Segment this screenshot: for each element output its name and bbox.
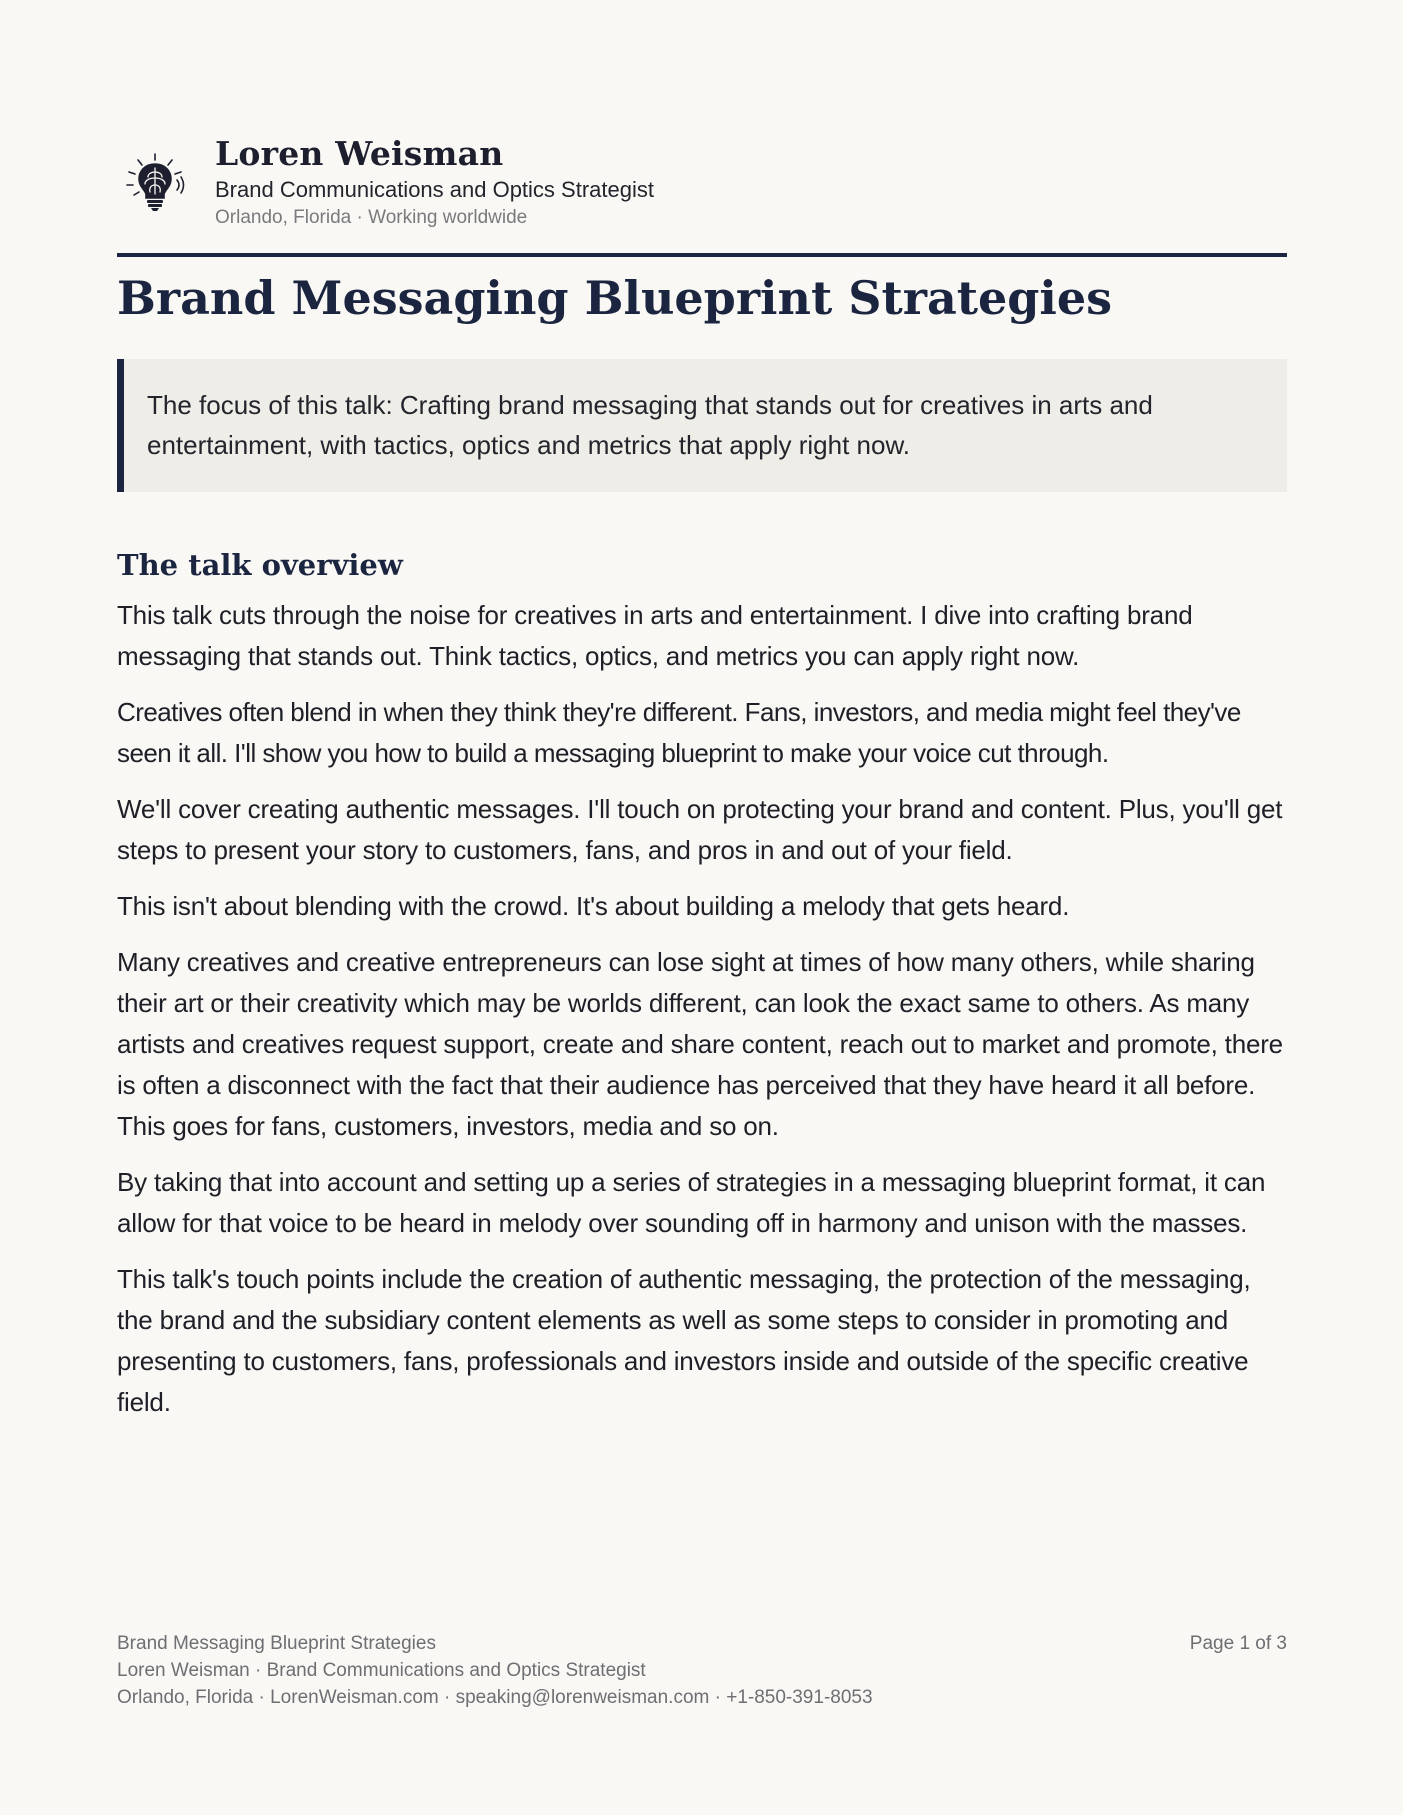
body-paragraph: Creatives often blend in when they think they're different. Fans, investors, and media might feel they've seen it all. I'll show you how to build a messaging blueprint to make your voice cut through.	[117, 697, 1241, 768]
footer-contact: Orlando, Florida · LorenWeisman.com · speaking@lorenweisman.com · +1-850-391-8053	[117, 1687, 873, 1708]
page-footer	[117, 1630, 1287, 1711]
letterhead	[117, 134, 1287, 234]
document-page	[117, 0, 1287, 1815]
body-paragraph: This isn't about blending with the crowd. It's about building a melody that gets heard.	[117, 891, 1070, 921]
footer-author: Loren Weisman · Brand Communications and Optics Strategist	[117, 1660, 646, 1681]
letterhead-text	[215, 134, 654, 231]
author-location: Orlando, Florida · Working worldwide	[215, 207, 528, 228]
page-title: Brand Messaging Blueprint Strategies	[117, 271, 1113, 325]
body-paragraph: Many creatives and creative entrepreneurs can lose sight at times of how many others, while sharing their art or their creativity which may be worlds different, can look the exact same to others. As many artists and creatives request support, create and share content, reach out to market and promote, there is often a disconnect with the fact that their audience has perceived that they have heard it all before. This goes for fans, customers, investors, media and so on.	[117, 947, 1283, 1141]
author-name: Loren Weisman	[215, 134, 504, 173]
section-heading: The talk overview	[117, 548, 403, 582]
footer-document-title: Brand Messaging Blueprint Strategies	[117, 1633, 436, 1654]
header-divider	[117, 253, 1287, 257]
focus-callout: The focus of this talk: Crafting brand messaging that stands out for creatives in arts and entertainment, with tactics, optics and metrics that apply right now.	[117, 359, 1287, 492]
lightbulb-brain-icon	[124, 152, 186, 214]
body-paragraph: This talk cuts through the noise for creatives in arts and entertainment. I dive into crafting brand messaging that stands out. Think tactics, optics, and metrics you can apply right now.	[117, 600, 1193, 671]
body-paragraph: By taking that into account and setting up a series of strategies in a messaging blueprint format, it can allow for that voice to be heard in melody over sounding off in harmony and unison with the masses.	[117, 1167, 1266, 1238]
body-paragraph: We'll cover creating authentic messages. I'll touch on protecting your brand and content. Plus, you'll get steps to present your story to customers, fans, and pros in and out of your field.	[117, 794, 1283, 865]
overview-section	[117, 545, 1287, 1438]
author-role: Brand Communications and Optics Strategist	[215, 177, 654, 202]
body-paragraph: This talk's touch points include the creation of authentic messaging, the protection of the messaging, the brand and the subsidiary content elements as well as some steps to consider in promoting and presenting to customers, fans, professionals and investors inside and outside of the specific creative field.	[117, 1264, 1251, 1417]
page-number: Page 1 of 3	[1189, 1633, 1287, 1654]
